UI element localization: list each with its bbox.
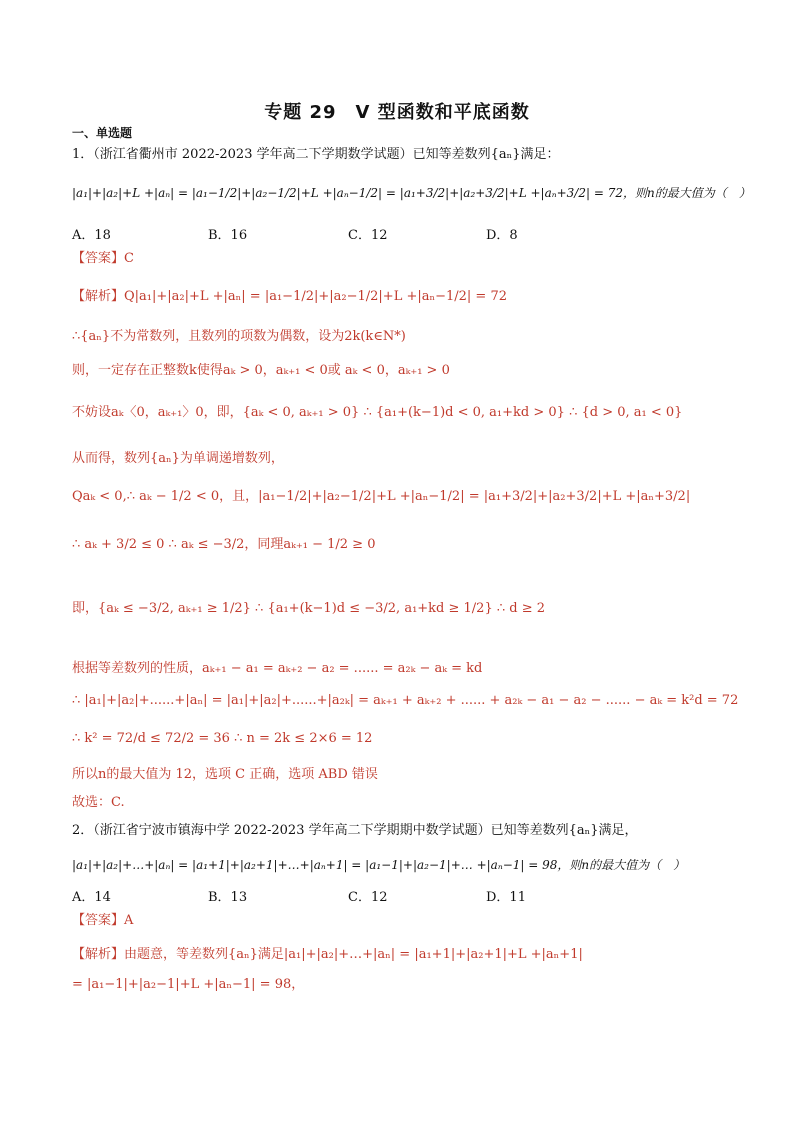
q1-analysis-line: 故选：C.: [72, 795, 125, 810]
q1-option-d: D．8: [486, 228, 518, 243]
page-title: 专题 29 V 型函数和平底函数: [264, 102, 530, 123]
q2-option-b: B．13: [208, 890, 248, 905]
q1-analysis-line: 即，{aₖ ≤ −3/2, aₖ₊₁ ≥ 1/2} ∴ {a₁+(k−1)d ≤ −3/2, a₁+kd ≥ 1/2} ∴ d ≥ 2: [72, 601, 546, 616]
q2-analysis-line: 【解析】由题意，等差数列{aₙ}满足|a₁|+|a₂|+…+|aₙ| = |a₁+1|+|a₂+1|+L +|aₙ+1|: [72, 947, 583, 962]
q1-option-b: B．16: [208, 228, 248, 243]
q2-option-d: D．11: [486, 890, 526, 905]
q1-analysis-line: 则，一定存在正整数k使得aₖ > 0，aₖ₊₁ < 0或 aₖ < 0，aₖ₊₁ > 0: [72, 363, 450, 378]
q1-analysis-line: ∴ k² = 72/d ≤ 72/2 = 36 ∴ n = 2k ≤ 2×6 = 12: [72, 731, 373, 746]
q1-analysis-line: 不妨设aₖ〈0，aₖ₊₁〉0，即，{aₖ < 0, aₖ₊₁ > 0} ∴ {a₁+(k−1)d < 0, a₁+kd > 0} ∴ {d > 0, a₁ < 0}: [72, 405, 683, 420]
q1-analysis-line: 【解析】Q|a₁|+|a₂|+L +|aₙ| = |a₁−1/2|+|a₂−1/2|+L +|aₙ−1/2| = 72: [72, 289, 507, 304]
q1-option-a: A．18: [72, 228, 111, 243]
section-heading: 一、单选题: [72, 126, 133, 140]
q2-analysis-line: = |a₁−1|+|a₂−1|+L +|aₙ−1| = 98，: [72, 977, 305, 992]
q1-analysis-line: ∴ aₖ + 3/2 ≤ 0 ∴ aₖ ≤ −3/2，同理aₖ₊₁ − 1/2 ≥ 0: [72, 537, 376, 552]
q1-analysis-line: 根据等差数列的性质，aₖ₊₁ − a₁ = aₖ₊₂ − a₂ = ...... = a₂ₖ − aₖ = kd: [72, 661, 483, 676]
q1-analysis-line: ∴ |a₁|+|a₂|+......+|aₙ| = |a₁|+|a₂|+......+|a₂ₖ| = aₖ₊₁ + aₖ₊₂ + ...... + a₂ₖ − a₁ − a₂ − ...... − aₖ = k²d = 72: [72, 693, 739, 708]
q1-option-c: C．12: [348, 228, 388, 243]
q2-head: 2．（浙江省宁波市镇海中学 2022-2023 学年高二下学期期中数学试题）已知等差数列{aₙ}满足，: [72, 823, 638, 838]
q1-analysis-line: 从而得，数列{aₙ}为单调递增数列，: [72, 451, 284, 466]
q1-formula: |a₁|+|a₂|+L +|aₙ| = |a₁−1/2|+|a₂−1/2|+L +|aₙ−1/2| = |a₁+3/2|+|a₂+3/2|+L +|aₙ+3/2| = 72，则n的最大值为（ ）: [72, 186, 751, 200]
q1-analysis-line: Qaₖ < 0,∴ aₖ − 1/2 < 0，且，|a₁−1/2|+|a₂−1/2|+L +|aₙ−1/2| = |a₁+3/2|+|a₂+3/2|+L +|aₙ+3/2|: [72, 489, 691, 504]
q1-head: 1．（浙江省衢州市 2022-2023 学年高二下学期数学试题）已知等差数列{aₙ}满足：: [72, 147, 560, 162]
q2-option-a: A．14: [72, 890, 111, 905]
q1-analysis-line: 所以n的最大值为 12，选项 C 正确，选项 ABD 错误: [72, 767, 378, 782]
q2-answer: 【答案】A: [72, 913, 134, 928]
q1-answer: 【答案】C: [72, 251, 134, 266]
q2-formula: |a₁|+|a₂|+…+|aₙ| = |a₁+1|+|a₂+1|+…+|aₙ+1| = |a₁−1|+|a₂−1|+… +|aₙ−1| = 98，则n的最大值为（ ）: [72, 858, 686, 872]
q1-analysis-line: ∴{aₙ}不为常数列，且数列的项数为偶数，设为2k(k∈N*): [72, 329, 406, 344]
q2-option-c: C．12: [348, 890, 388, 905]
